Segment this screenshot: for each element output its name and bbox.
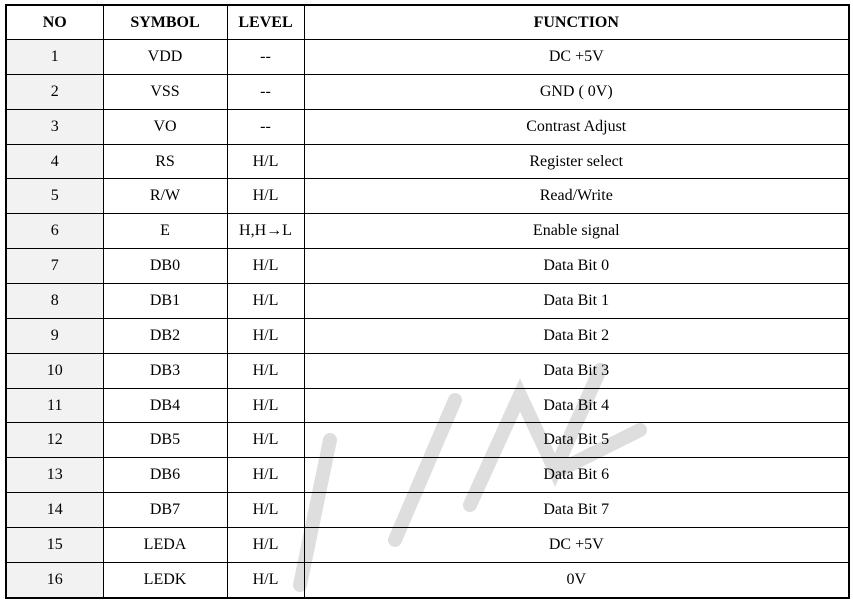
- cell-function: Data Bit 4: [304, 388, 849, 423]
- cell-function: Data Bit 2: [304, 318, 849, 353]
- cell-function: GND ( 0V): [304, 74, 849, 109]
- cell-symbol: VDD: [103, 40, 227, 75]
- table-row: [6, 249, 849, 284]
- cell-symbol: LEDK: [103, 562, 227, 598]
- cell-symbol: RS: [103, 144, 227, 179]
- table-row: [6, 40, 849, 75]
- cell-symbol: LEDA: [103, 528, 227, 563]
- cell-no: 11: [6, 388, 103, 423]
- cell-symbol: DB0: [103, 249, 227, 284]
- table-row: [6, 493, 849, 528]
- cell-no: 16: [6, 562, 103, 598]
- table-row: [6, 179, 849, 214]
- cell-symbol: R/W: [103, 179, 227, 214]
- cell-symbol: DB7: [103, 493, 227, 528]
- cell-no: 14: [6, 493, 103, 528]
- cell-level: H/L: [227, 318, 304, 353]
- cell-no: 4: [6, 144, 103, 179]
- cell-function: Register select: [304, 144, 849, 179]
- cell-no: 10: [6, 353, 103, 388]
- cell-symbol: VSS: [103, 74, 227, 109]
- cell-level: H/L: [227, 388, 304, 423]
- cell-symbol: DB2: [103, 318, 227, 353]
- table-row: [6, 284, 849, 319]
- cell-function: Read/Write: [304, 179, 849, 214]
- table-header-row: [6, 5, 849, 40]
- cell-function: Data Bit 7: [304, 493, 849, 528]
- cell-level: --: [227, 74, 304, 109]
- cell-no: 15: [6, 528, 103, 563]
- header-symbol: SYMBOL: [103, 5, 227, 40]
- cell-level: H/L: [227, 179, 304, 214]
- cell-function: Enable signal: [304, 214, 849, 249]
- cell-level: H/L: [227, 144, 304, 179]
- cell-level: H/L: [227, 423, 304, 458]
- table-row: [6, 423, 849, 458]
- cell-no: 3: [6, 109, 103, 144]
- cell-no: 9: [6, 318, 103, 353]
- cell-function: 0V: [304, 562, 849, 598]
- cell-level: H,H→L: [227, 214, 304, 249]
- pin-assignment-table: [5, 4, 850, 599]
- cell-no: 8: [6, 284, 103, 319]
- cell-symbol: VO: [103, 109, 227, 144]
- cell-function: Data Bit 5: [304, 423, 849, 458]
- table-row: [6, 528, 849, 563]
- header-function: FUNCTION: [304, 5, 849, 40]
- table-row: [6, 109, 849, 144]
- cell-function: Data Bit 0: [304, 249, 849, 284]
- cell-level: --: [227, 40, 304, 75]
- cell-level: H/L: [227, 528, 304, 563]
- table-row: [6, 388, 849, 423]
- table-row: [6, 353, 849, 388]
- cell-symbol: DB1: [103, 284, 227, 319]
- cell-level: H/L: [227, 562, 304, 598]
- table-row: [6, 318, 849, 353]
- table-row: [6, 144, 849, 179]
- cell-no: 5: [6, 179, 103, 214]
- table-row: [6, 562, 849, 598]
- cell-level: H/L: [227, 284, 304, 319]
- cell-level: H/L: [227, 493, 304, 528]
- cell-symbol: E: [103, 214, 227, 249]
- table-row: [6, 74, 849, 109]
- cell-level: H/L: [227, 353, 304, 388]
- cell-function: DC +5V: [304, 528, 849, 563]
- cell-function: Data Bit 3: [304, 353, 849, 388]
- cell-symbol: DB6: [103, 458, 227, 493]
- header-level: LEVEL: [227, 5, 304, 40]
- cell-symbol: DB5: [103, 423, 227, 458]
- cell-no: 13: [6, 458, 103, 493]
- cell-no: 1: [6, 40, 103, 75]
- cell-no: 6: [6, 214, 103, 249]
- table-row: [6, 214, 849, 249]
- cell-symbol: DB4: [103, 388, 227, 423]
- cell-level: H/L: [227, 249, 304, 284]
- cell-no: 12: [6, 423, 103, 458]
- cell-level: --: [227, 109, 304, 144]
- cell-function: Data Bit 6: [304, 458, 849, 493]
- cell-function: DC +5V: [304, 40, 849, 75]
- cell-symbol: DB3: [103, 353, 227, 388]
- cell-no: 2: [6, 74, 103, 109]
- cell-level: H/L: [227, 458, 304, 493]
- cell-function: Data Bit 1: [304, 284, 849, 319]
- cell-no: 7: [6, 249, 103, 284]
- header-no: NO: [6, 5, 103, 40]
- table-body: [6, 40, 849, 599]
- cell-function: Contrast Adjust: [304, 109, 849, 144]
- table-row: [6, 458, 849, 493]
